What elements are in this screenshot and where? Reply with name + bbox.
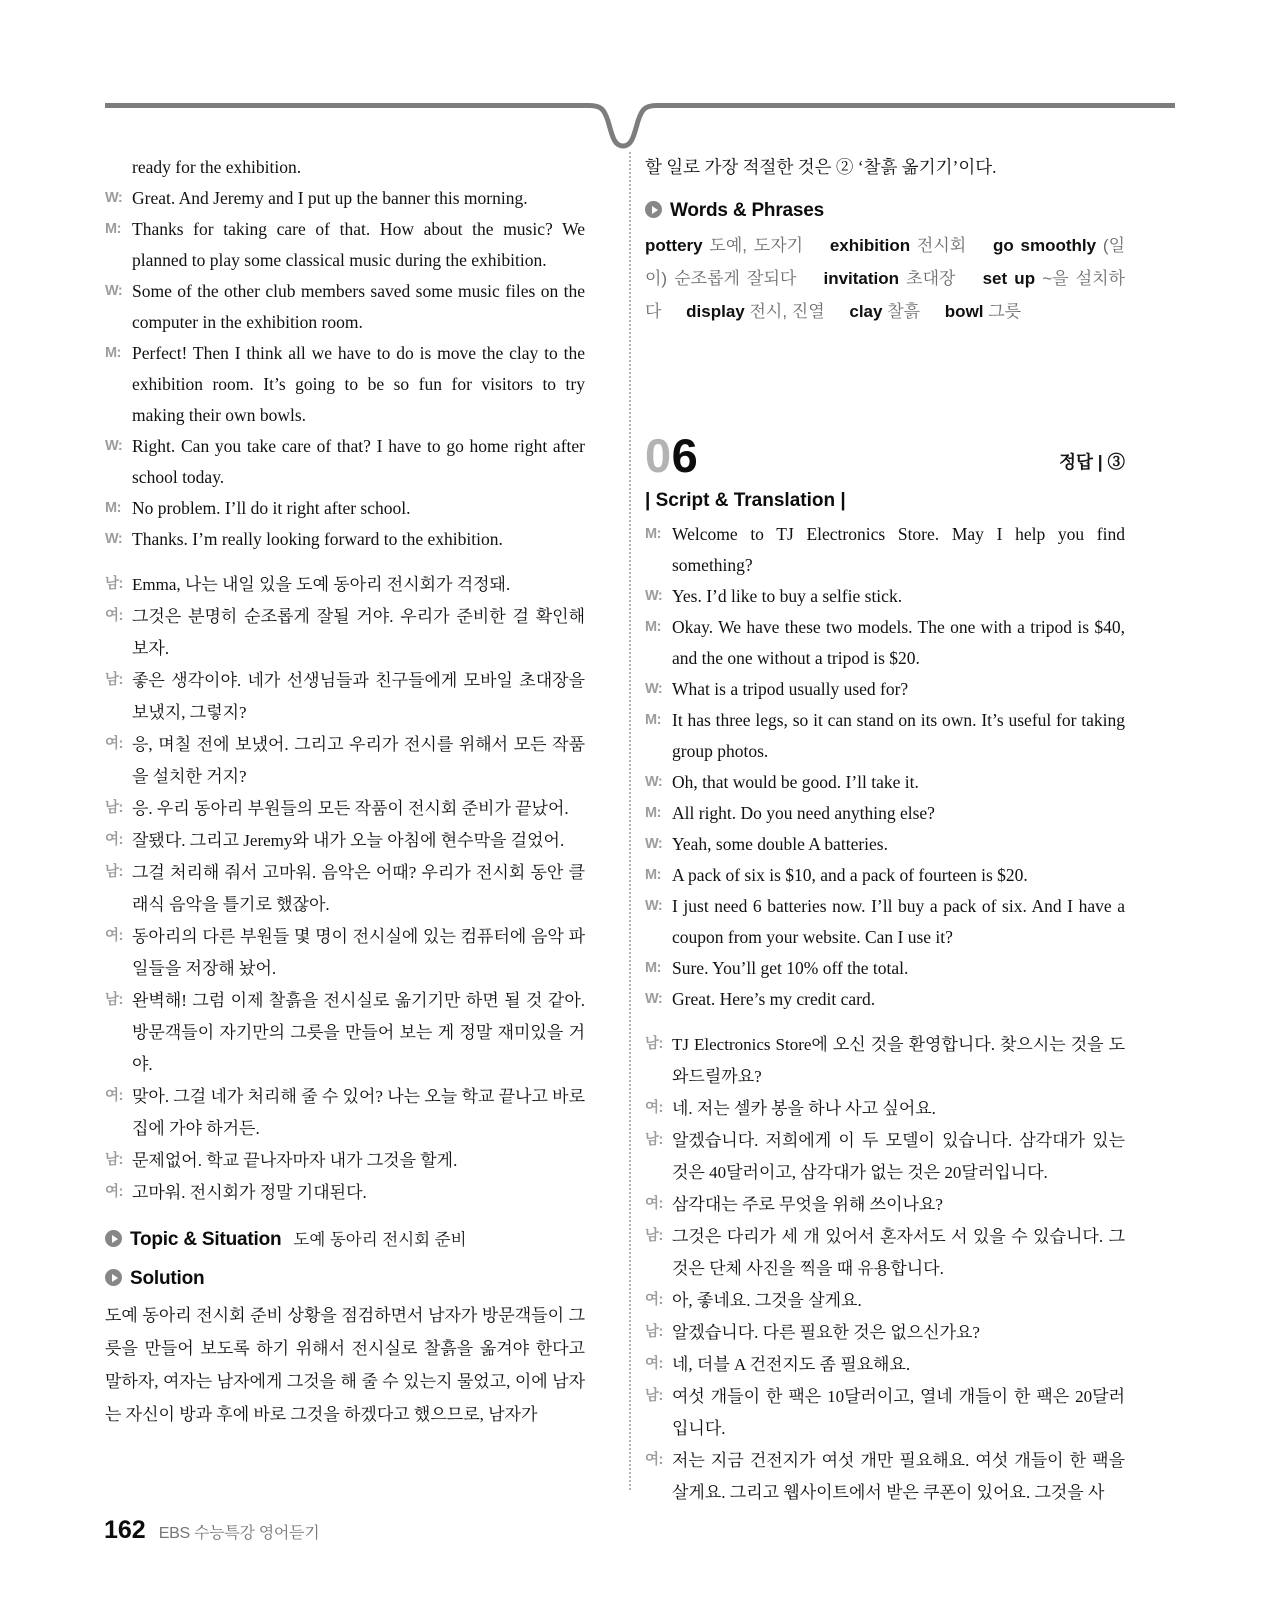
speaker-label: 여:	[645, 1452, 663, 1468]
speaker-label: W:	[105, 190, 123, 206]
dialogue-line	[645, 1381, 1125, 1445]
question-number-leading-zero: 0	[645, 429, 672, 482]
solution-label: Solution	[130, 1268, 205, 1289]
word-term: bowl	[944, 302, 984, 321]
dialogue-line	[645, 1285, 1125, 1317]
dialogue-line	[105, 793, 585, 825]
dialogue-line	[105, 985, 585, 1081]
speaker-label: W:	[645, 681, 663, 697]
dialogue-text: Sure. You’ll get 10% off the total.	[672, 958, 909, 978]
dialogue-text: It has three legs, so it can stand on its own. It’s useful for taking group photos.	[672, 710, 1125, 761]
dialogue-text: 그걸 처리해 줘서 고마워. 음악은 어때? 우리가 전시회 동안 클래식 음악을 틀기로 했잖아.	[132, 863, 585, 914]
dialogue-text: 아, 좋네요. 그것을 살게요.	[672, 1291, 862, 1310]
word-entry	[823, 269, 955, 288]
dialogue-text: Perfect! Then I think all we have to do is move the clay to the exhibition room. It’s going to be so fun for visitors to try making their own bowls.	[132, 343, 585, 425]
english-dialogue-block	[645, 519, 1125, 1015]
topic-situation-value: 도예 동아리 전시회 준비	[293, 1231, 467, 1249]
top-decorative-rule	[105, 102, 1175, 154]
dialogue-line	[105, 857, 585, 921]
speaker-label: 남:	[105, 800, 123, 816]
topic-situation-row	[105, 1226, 585, 1251]
dialogue-line	[105, 1145, 585, 1177]
dialogue-text: Some of the other club members saved some music files on the computer in the exhibition room.	[132, 281, 585, 332]
dialogue-text: 그것은 다리가 세 개 있어서 혼자서도 서 있을 수 있습니다. 그것은 단체 사진을 찍을 때 유용합니다.	[672, 1227, 1125, 1278]
word-term: invitation	[823, 269, 900, 288]
page-number: 162	[104, 1516, 146, 1544]
dialogue-line	[645, 612, 1125, 674]
english-dialogue-block	[105, 183, 585, 555]
dialogue-line	[105, 921, 585, 985]
speaker-label: 남:	[105, 864, 123, 880]
speaker-label: W:	[645, 588, 663, 604]
dialogue-line	[645, 705, 1125, 767]
dialogue-text: 동아리의 다른 부원들 몇 명이 전시실에 있는 컴퓨터에 음악 파일들을 저장해 놨어.	[132, 927, 585, 978]
dialogue-text: Thanks for taking care of that. How about the music? We planned to play some classical music during the exhibition.	[132, 219, 585, 270]
speaker-label: 남:	[645, 1036, 663, 1052]
speaker-label: M:	[105, 345, 121, 361]
question-header	[645, 429, 1125, 482]
book-title: EBS 수능특강 영어듣기	[158, 1525, 320, 1542]
dialogue-line	[645, 581, 1125, 612]
dialogue-text: A pack of six is $10, and a pack of fourteen is $20.	[672, 865, 1028, 885]
speaker-label: 여:	[105, 1184, 123, 1200]
dialogue-line	[105, 524, 585, 555]
word-entry	[849, 302, 920, 321]
words-phrases-label: Words & Phrases	[670, 200, 824, 221]
speaker-label: W:	[105, 531, 123, 547]
dialogue-line	[105, 1081, 585, 1145]
dialogue-line	[645, 1317, 1125, 1349]
word-meaning: 찰흙	[887, 302, 921, 321]
column-divider	[629, 152, 631, 1490]
word-entry	[645, 236, 803, 255]
word-meaning: 전시, 진열	[749, 302, 825, 321]
dialogue-line	[645, 860, 1125, 891]
speaker-label: 여:	[105, 1088, 123, 1104]
dialogue-text: 좋은 생각이야. 네가 선생님들과 친구들에게 모바일 초대장을 보냈지, 그렇지?	[132, 671, 585, 722]
dialogue-text: Thanks. I’m really looking forward to the exhibition.	[132, 529, 503, 549]
word-term: pottery	[645, 236, 703, 255]
play-circle-icon	[105, 1230, 122, 1247]
speaker-label: M:	[645, 867, 661, 883]
speaker-label: M:	[645, 619, 661, 635]
word-term: exhibition	[829, 236, 911, 255]
speaker-label: 여:	[645, 1196, 663, 1212]
speaker-label: 남:	[645, 1324, 663, 1340]
dialogue-text: No problem. I’ll do it right after school.	[132, 498, 411, 518]
dialogue-text: Great. Here’s my credit card.	[672, 989, 876, 1009]
dialogue-text: I just need 6 batteries now. I’ll buy a pack of six. And I have a coupon from your website. Can I use it?	[672, 896, 1125, 947]
right-column	[645, 152, 1125, 1509]
dialogue-line	[105, 569, 585, 601]
play-circle-icon	[645, 201, 662, 218]
word-entry	[686, 302, 824, 321]
dialogue-text: 문제없어. 학교 끝나자마자 내가 그것을 할게.	[132, 1151, 458, 1170]
word-entry	[945, 302, 1021, 321]
dialogue-text: Right. Can you take care of that? I have to go home right after school today.	[132, 436, 585, 487]
dialogue-line	[645, 798, 1125, 829]
dialogue-line	[105, 493, 585, 524]
dialogue-line	[645, 984, 1125, 1015]
speaker-label: 여:	[105, 608, 123, 624]
dialogue-text: Okay. We have these two models. The one with a tripod is $40, and the one without a tripod is $20.	[672, 617, 1125, 668]
dialogue-text: 삼각대는 주로 무엇을 위해 쓰이나요?	[672, 1195, 943, 1214]
speaker-label: M:	[105, 221, 121, 237]
topic-situation-label: Topic & Situation	[130, 1229, 282, 1250]
dialogue-line	[645, 1029, 1125, 1093]
dialogue-line	[105, 1177, 585, 1209]
dialogue-text: 맞아. 그걸 네가 처리해 줄 수 있어? 나는 오늘 학교 끝나고 바로 집에 가야 하거든.	[132, 1087, 585, 1138]
dialogue-text: Yeah, some double A batteries.	[672, 834, 888, 854]
dialogue-line	[105, 338, 585, 431]
dialogue-text: 완벽해! 그럼 이제 찰흙을 전시실로 옮기기만 하면 될 것 같아. 방문객들이 자기만의 그릇을 만들어 보는 게 정말 재미있을 거야.	[132, 991, 585, 1074]
dialogue-text: 응, 며칠 전에 보냈어. 그리고 우리가 전시를 위해서 모든 작품을 설치한 거지?	[132, 735, 585, 786]
dialogue-text: TJ Electronics Store에 오신 것을 환영합니다. 찾으시는 것을 도와드릴까요?	[672, 1035, 1125, 1086]
word-term: go smoothly	[993, 236, 1097, 255]
dialogue-text: 고마워. 전시회가 정말 기대된다.	[132, 1183, 367, 1202]
words-phrases-header-row	[645, 200, 1125, 222]
dialogue-line	[645, 1189, 1125, 1221]
korean-dialogue-block	[645, 1029, 1125, 1509]
speaker-label: 남:	[105, 672, 123, 688]
dialogue-text: 알겠습니다. 저희에게 이 두 모델이 있습니다. 삼각대가 있는 것은 40달러이고, 삼각대가 없는 것은 20달러입니다.	[672, 1131, 1125, 1182]
dialogue-text: 응. 우리 동아리 부원들의 모든 작품이 전시회 준비가 끝났어.	[132, 799, 569, 818]
speaker-label: M:	[645, 960, 661, 976]
dialogue-text: Yes. I’d like to buy a selfie stick.	[672, 586, 903, 606]
dialogue-text: 네. 저는 셀카 봉을 하나 사고 싶어요.	[672, 1099, 936, 1118]
answer-explanation-line: 할 일로 가장 적절한 것은 ② ‘찰흙 옮기기’이다.	[645, 157, 997, 177]
speaker-label: W:	[105, 283, 123, 299]
dialogue-text: Oh, that would be good. I’ll take it.	[672, 772, 919, 792]
speaker-label: 여:	[645, 1356, 663, 1372]
word-meaning: 전시회	[916, 236, 967, 255]
dialogue-line	[105, 729, 585, 793]
dialogue-text: What is a tripod usually used for?	[672, 679, 909, 699]
word-term: display	[686, 302, 745, 321]
play-circle-icon	[105, 1269, 122, 1286]
speaker-label: W:	[645, 836, 663, 852]
speaker-label: 남:	[105, 1152, 123, 1168]
speaker-label: M:	[105, 500, 121, 516]
dialogue-line	[645, 829, 1125, 860]
word-meaning: 초대장	[906, 269, 956, 288]
dialogue-line	[645, 1125, 1125, 1189]
dialogue-line	[645, 767, 1125, 798]
word-entry	[830, 236, 966, 255]
dialogue-text: 저는 지금 건전지가 여섯 개만 필요해요. 여섯 개들이 한 팩을 살게요. 그리고 웹사이트에서 받은 쿠폰이 있어요. 그것을 사	[672, 1451, 1125, 1502]
dialogue-line	[645, 1445, 1125, 1509]
speaker-label: 여:	[105, 832, 123, 848]
dialogue-line	[105, 431, 585, 493]
dialogue-text: All right. Do you need anything else?	[672, 803, 935, 823]
dialogue-line	[645, 674, 1125, 705]
word-meaning: (일이) 순조롭게 잘되다	[645, 236, 1126, 288]
dialogue-line	[105, 825, 585, 857]
speaker-label: W:	[645, 991, 663, 1007]
speaker-label: 여:	[105, 736, 123, 752]
dialogue-line	[645, 891, 1125, 953]
dialogue-line	[645, 519, 1125, 581]
question-number	[645, 429, 699, 482]
speaker-label: W:	[105, 438, 123, 454]
speaker-label: 남:	[645, 1132, 663, 1148]
dialogue-text: Great. And Jeremy and I put up the banner this morning.	[132, 188, 528, 208]
page-footer	[104, 1516, 319, 1545]
dialogue-text: Welcome to TJ Electronics Store. May I help you find something?	[672, 524, 1125, 575]
dialogue-text: Emma, 나는 내일 있을 도예 동아리 전시회가 걱정돼.	[132, 575, 511, 594]
dialogue-line	[645, 1221, 1125, 1285]
word-meaning: ~을 설치하다	[645, 269, 1125, 321]
solution-header-row	[105, 1268, 585, 1290]
dialogue-line	[105, 665, 585, 729]
speaker-label: 남:	[645, 1388, 663, 1404]
speaker-label: W:	[645, 774, 663, 790]
dialogue-line	[105, 214, 585, 276]
word-term: set up	[982, 269, 1036, 288]
dialogue-line	[645, 1349, 1125, 1381]
dialogue-line	[105, 183, 585, 214]
question-number-digit: 6	[671, 429, 699, 482]
dialogue-line	[105, 601, 585, 665]
answer-badge: 정답 | ③	[1059, 452, 1125, 472]
speaker-label: 여:	[105, 928, 123, 944]
dialogue-text: 잘됐다. 그리고 Jeremy와 내가 오늘 아침에 현수막을 걸었어.	[132, 831, 565, 850]
left-column	[105, 152, 585, 1431]
word-meaning: 도예, 도자기	[709, 236, 804, 255]
korean-dialogue-block	[105, 569, 585, 1209]
solution-text: 도예 동아리 전시회 준비 상황을 점검하면서 남자가 방문객들이 그릇을 만들어 보도록 하기 위해서 전시실로 찰흙을 옮겨야 한다고 말하자, 여자는 남자에게 그것을 해 줄 수 있는지 물었고, 이에 남자는 자신이 방과 후에 바로 그것을 하겠다고 했으므로, 남자가	[105, 1306, 585, 1424]
speaker-label: 남:	[645, 1228, 663, 1244]
script-translation-header: | Script & Translation |	[645, 490, 846, 511]
dialogue-line	[645, 1093, 1125, 1125]
speaker-label: M:	[645, 805, 661, 821]
speaker-label: W:	[645, 898, 663, 914]
speaker-label: 여:	[645, 1100, 663, 1116]
words-phrases-list	[645, 229, 1125, 328]
speaker-label: M:	[645, 526, 661, 542]
dialogue-text: 여섯 개들이 한 팩은 10달러이고, 열네 개들이 한 팩은 20달러입니다.	[672, 1387, 1125, 1438]
speaker-label: 남:	[105, 576, 123, 592]
dialogue-text: 그것은 분명히 순조롭게 잘될 거야. 우리가 준비한 걸 확인해 보자.	[132, 607, 585, 658]
word-term: clay	[849, 302, 883, 321]
dialogue-text: 네, 더블 A 건전지도 좀 필요해요.	[672, 1355, 911, 1374]
dialogue-line	[645, 953, 1125, 984]
dialogue-line	[105, 276, 585, 338]
speaker-label: M:	[645, 712, 661, 728]
speaker-label: 여:	[645, 1292, 663, 1308]
word-meaning: 그릇	[988, 302, 1022, 321]
dialogue-continuation-line: ready for the exhibition.	[132, 157, 302, 177]
dialogue-text: 알겠습니다. 다른 필요한 것은 없으신가요?	[672, 1323, 980, 1342]
speaker-label: 남:	[105, 992, 123, 1008]
